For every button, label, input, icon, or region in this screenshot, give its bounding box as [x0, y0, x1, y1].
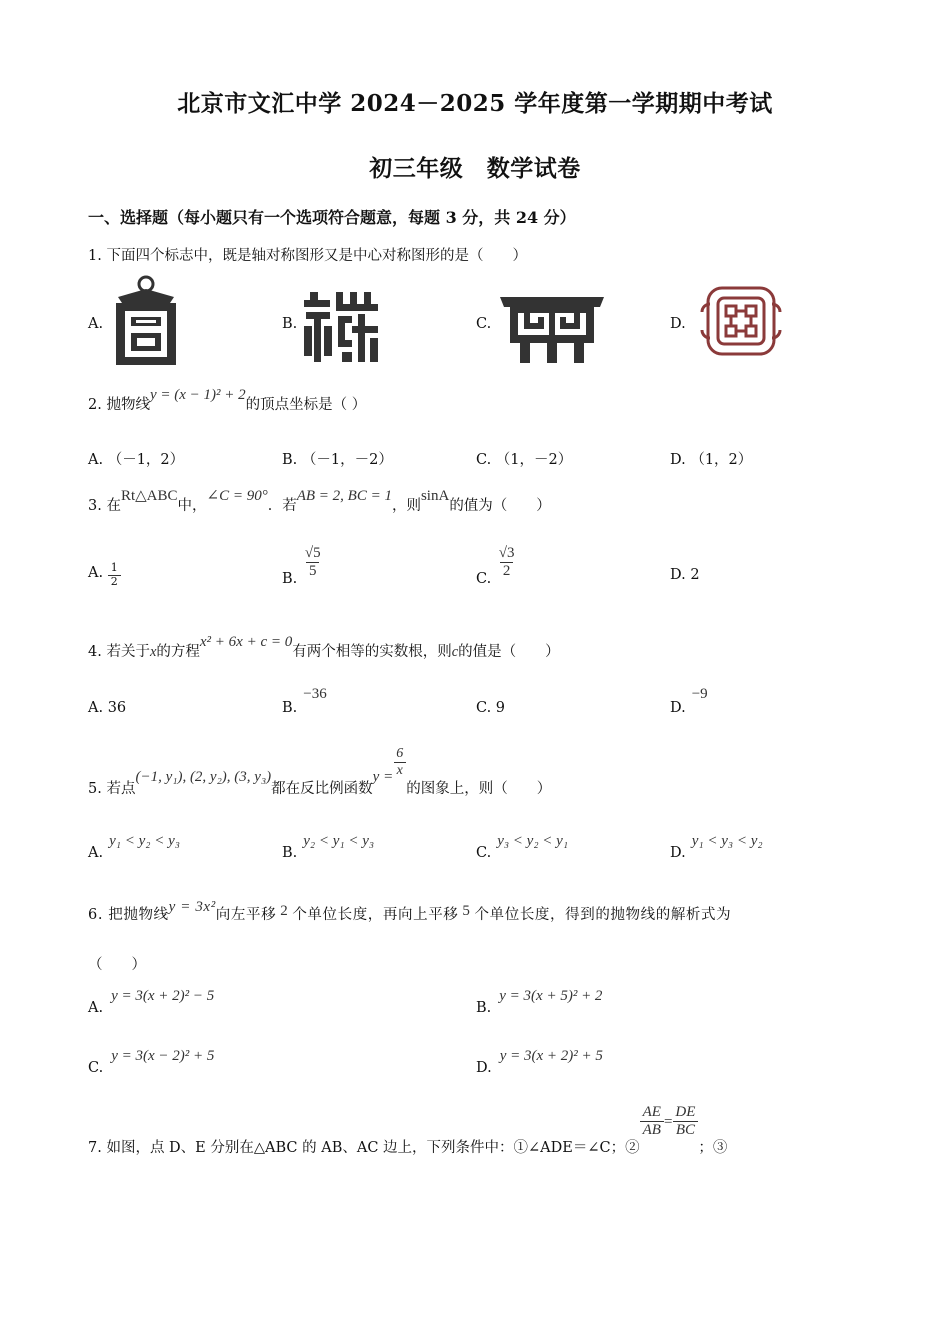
q1-option-a-label: A.: [88, 316, 104, 332]
q2-option-c: C. （1，－2）: [476, 452, 573, 468]
question-3: 3. 在Rt△ABC中，∠C = 90°．若AB = 2, BC = 1，则sinA的值为（ ）: [88, 488, 551, 514]
q6-option-a: A.y = 3(x + 2)² − 5: [88, 988, 215, 1016]
q4-option-d: D.−9: [670, 686, 708, 716]
q6-option-d: D.y = 3(x + 2)² + 5: [476, 1048, 603, 1076]
q1-option-d-label: D.: [670, 316, 686, 332]
question-1-text: 1. 下面四个标志中，既是轴对称图形又是中心对称图形的是（ ）: [88, 248, 527, 264]
q6-option-c: C.y = 3(x − 2)² + 5: [88, 1048, 215, 1076]
question-5: 5. 若点(−1, y₁), (2, y₂), (3, y₃)都在反比例函数y = $\frac{6}{x}$ 的图象上，则（ ）: [88, 746, 552, 797]
q5-option-a: A.y₁ < y₂ < y₃: [88, 833, 180, 861]
q2-option-a: A. （－1，2）: [88, 452, 185, 468]
bronze-vessel-logo-icon: [500, 295, 604, 363]
q4-option-a: A. 36: [88, 700, 127, 716]
q5-option-d: D.y₁ < y₃ < y₂: [670, 833, 763, 861]
calligraphy-glyph-logo-icon: [302, 290, 380, 364]
q2-option-b: B. （－1，－2）: [282, 452, 393, 468]
section-heading: 一、选择题（每小题只有一个选项符合题意，每题 3 分，共 24 分）: [88, 208, 576, 227]
q4-option-c: C. 9: [476, 700, 506, 716]
q3-option-a: A. $\frac{1}{2}$: [88, 560, 121, 586]
q5-option-b: B.y₂ < y₁ < y₃: [282, 833, 375, 861]
q1-option-b-label: B.: [282, 316, 298, 332]
exam-title: 北京市文汇中学 2024－2025 学年度第一学期期中考试: [177, 90, 773, 117]
seal-gate-logo-icon: [112, 275, 180, 367]
question-7: 7. 如图，点 D、E 分别在△ABC 的 AB、AC 边上，下列条件中：①∠ADE＝∠C；② $\frac{AE}{AB}$ = $\frac{DE}{BC}$ ；③: [88, 1104, 728, 1156]
question-6: 6. 把抛物线y = 3x²向左平移 2 个单位长度，再向上平移 5 个单位长度，得到的抛物线的解析式为: [88, 899, 732, 923]
question-2: 2. 抛物线y = (x − 1)² + 2的顶点坐标是（ ）: [88, 387, 367, 413]
question-4: 4. 若关于x的方程x² + 6x + c = 0有两个相等的实数根，则c的值是（ ）: [88, 634, 560, 660]
q4-option-b: B.−36: [282, 686, 327, 716]
exam-subtitle: 初三年级 数学试卷: [369, 155, 581, 182]
q2-formula: y = (x − 1)² + 2: [149, 387, 246, 403]
cloud-knot-logo-icon: [698, 282, 784, 360]
q2-option-d: D. （1，2）: [670, 452, 753, 468]
question-6-paren: （ ）: [88, 957, 146, 973]
q3-option-b: B. $\frac{√5}{5}$: [282, 545, 321, 587]
q1-option-c-label: C.: [476, 316, 492, 332]
q5-option-c: C.y₃ < y₂ < y₁: [476, 833, 569, 861]
q3-option-c: C. $\frac{√3}{2}$: [476, 545, 515, 587]
q6-option-b: B.y = 3(x + 5)² + 2: [476, 988, 603, 1016]
q3-option-d: D. 2: [670, 567, 700, 583]
